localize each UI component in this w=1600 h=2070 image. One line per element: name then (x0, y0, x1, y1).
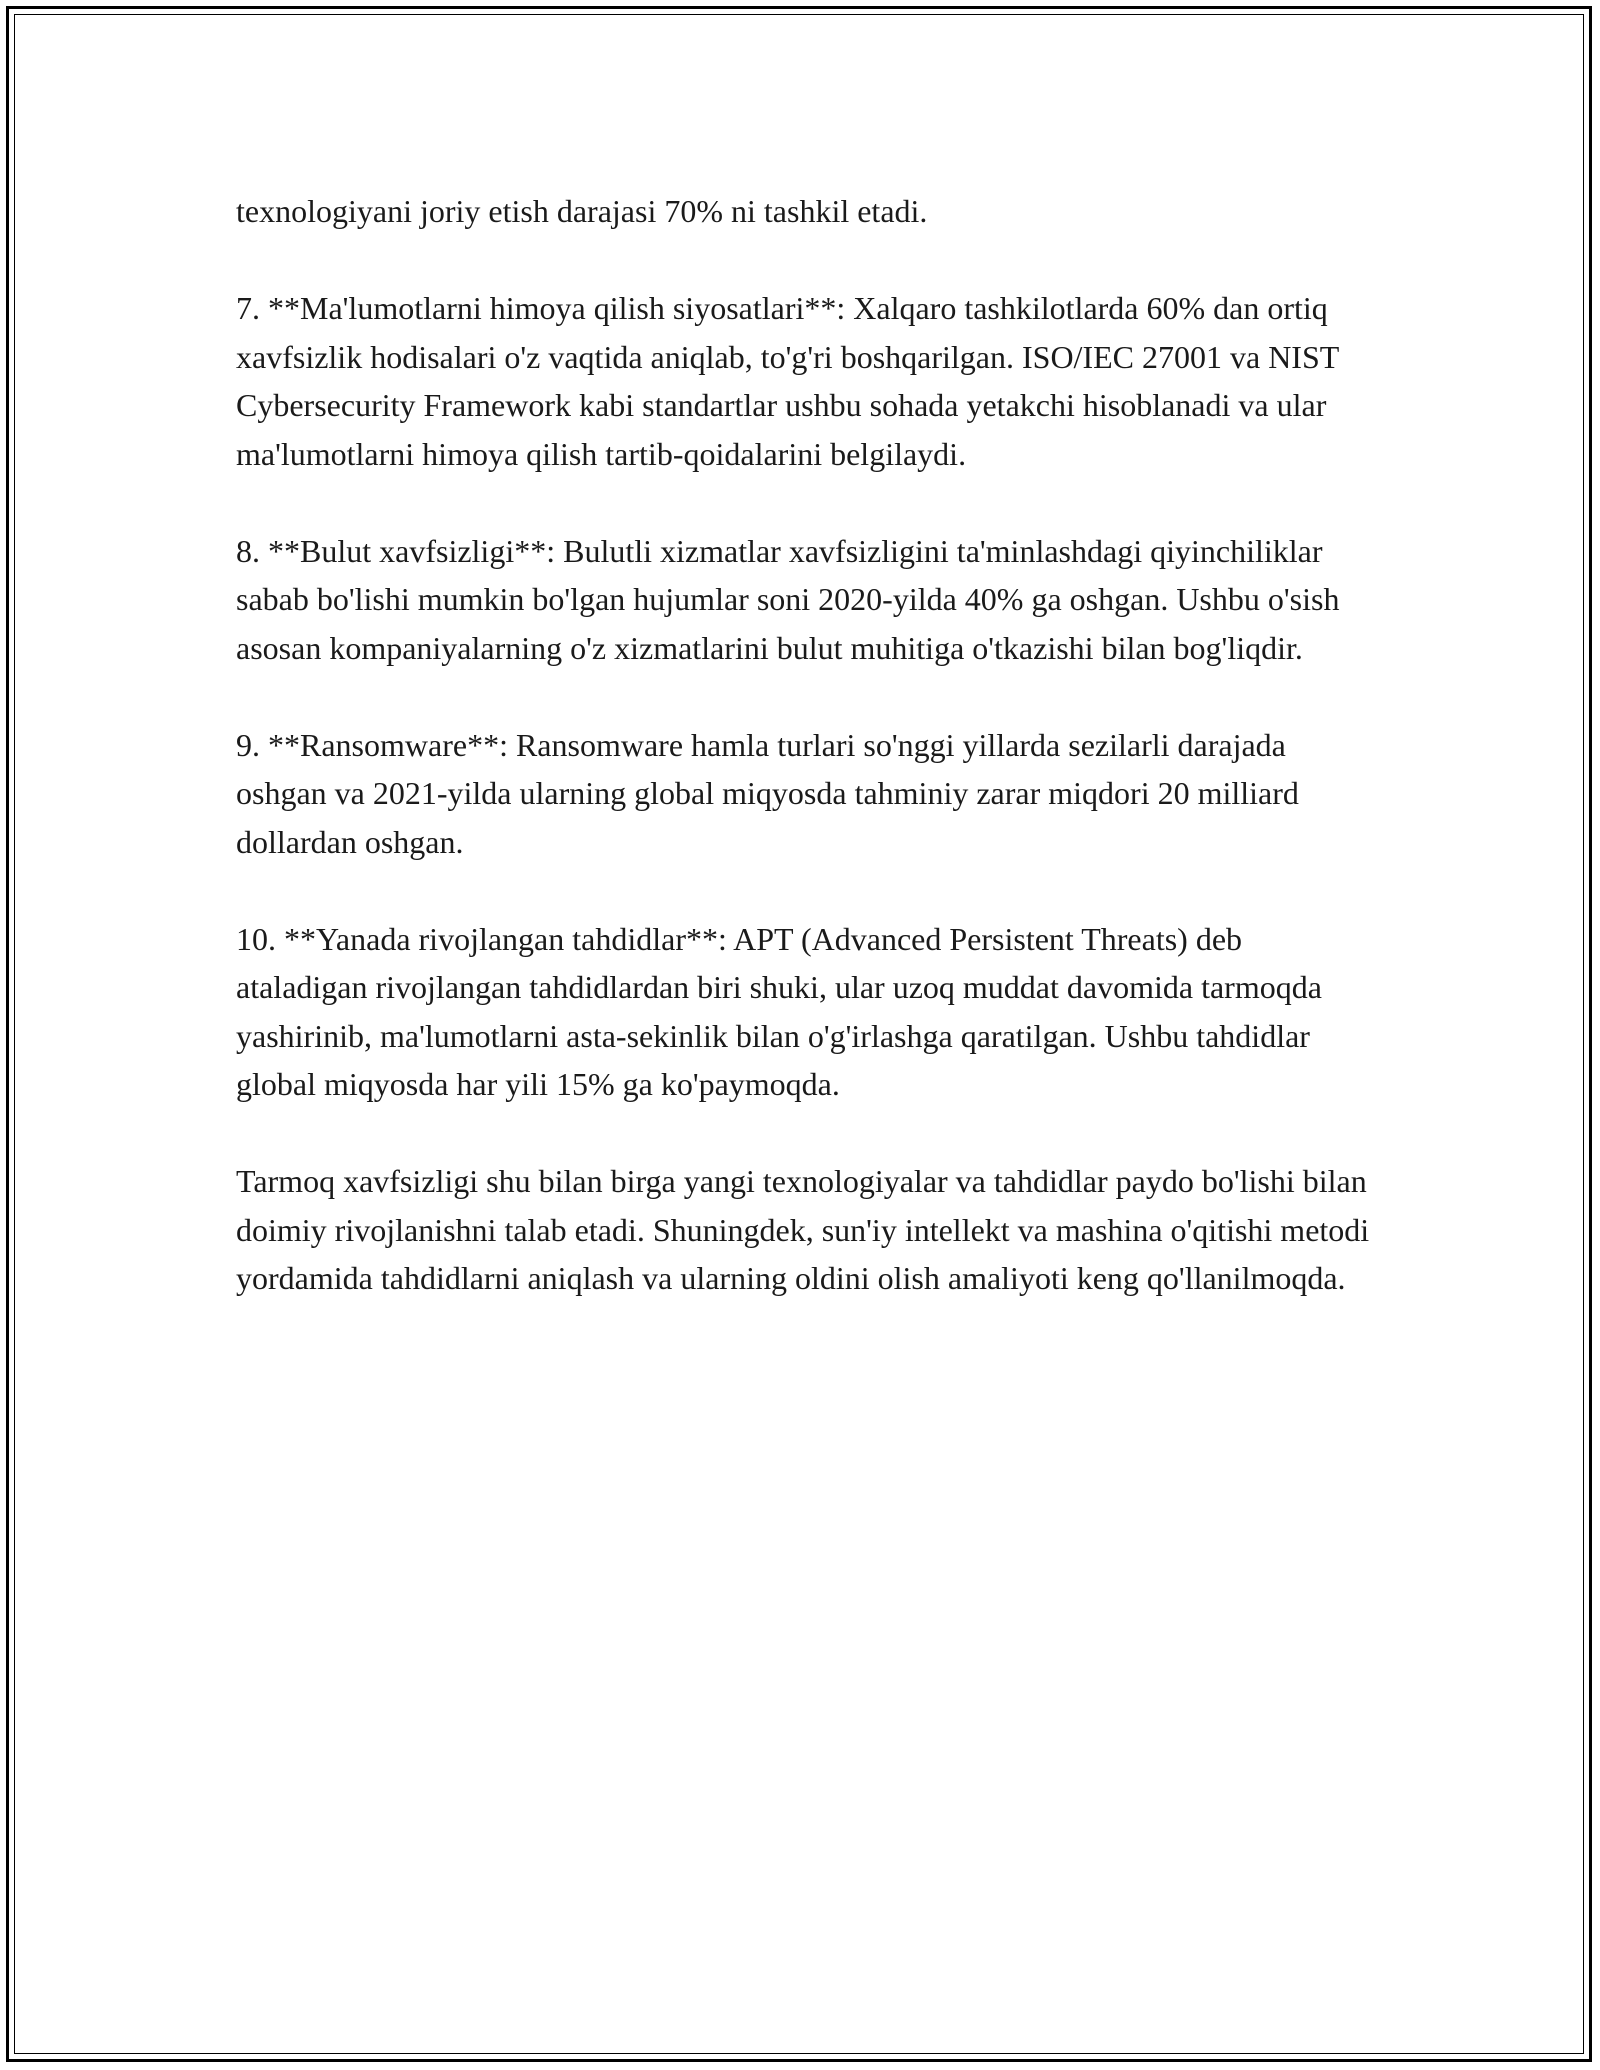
paragraph-item-7: 7. **Ma'lumotlarni himoya qilish siyosatlari**: Xalqaro tashkilotlarda 60% dan ortiq xavfsizlik hodisalari o'z vaqtida aniqlab, to'g'ri boshqarilgan. ISO/IEC 27001 va NIST Cybersecurity Framework kabi standartlar ushbu sohada yetakchi hisoblanadi va ular ma'lumotlarni himoya qilish tartib-qoidalarini belgilaydi. (236, 290, 1339, 472)
paragraph-item-8: 8. **Bulut xavfsizligi**: Bulutli xizmatlar xavfsizligini ta'minlashdagi qiyinchiliklar sabab bo'lishi mumkin bo'lgan hujumlar soni 2020-yilda 40% ga oshgan. Ushbu o'sish asosan kompaniyalarning o'z xizmatlarini bulut muhitiga o'tkazishi bilan bog'liqdir. (236, 532, 1340, 666)
paragraph-continuation: texnologiyani joriy etish darajasi 70% ni tashkil etadi. (236, 193, 928, 229)
document-body (236, 187, 1376, 1351)
paragraph-item-10: 10. **Yanada rivojlangan tahdidlar**: APT (Advanced Persistent Threats) deb ataladigan rivojlangan tahdidlardan biri shuki, ular uzoq muddat davomida tarmoqda yashirinib, ma'lumotlarni asta-sekinlik bilan o'g'irlashga qaratilgan. Ushbu tahdidlar global miqyosda har yili 15% ga ko'paymoqda. (236, 920, 1322, 1102)
paragraph-conclusion: Tarmoq xavfsizligi shu bilan birga yangi texnologiyalar va tahdidlar paydo bo'lishi bilan doimiy rivojlanishni talab etadi. Shuningdek, sun'iy intellekt va mashina o'qitishi metodi yordamida tahdidlarni aniqlash va ularning oldini olish amaliyoti keng qo'llanilmoqda. (236, 1163, 1370, 1296)
paragraph-item-9: 9. **Ransomware**: Ransomware hamla turlari so'nggi yillarda sezilarli darajada oshgan va 2021-yilda ularning global miqyosda tahminiy zarar miqdori 20 milliard dollardan oshgan. (236, 726, 1299, 860)
